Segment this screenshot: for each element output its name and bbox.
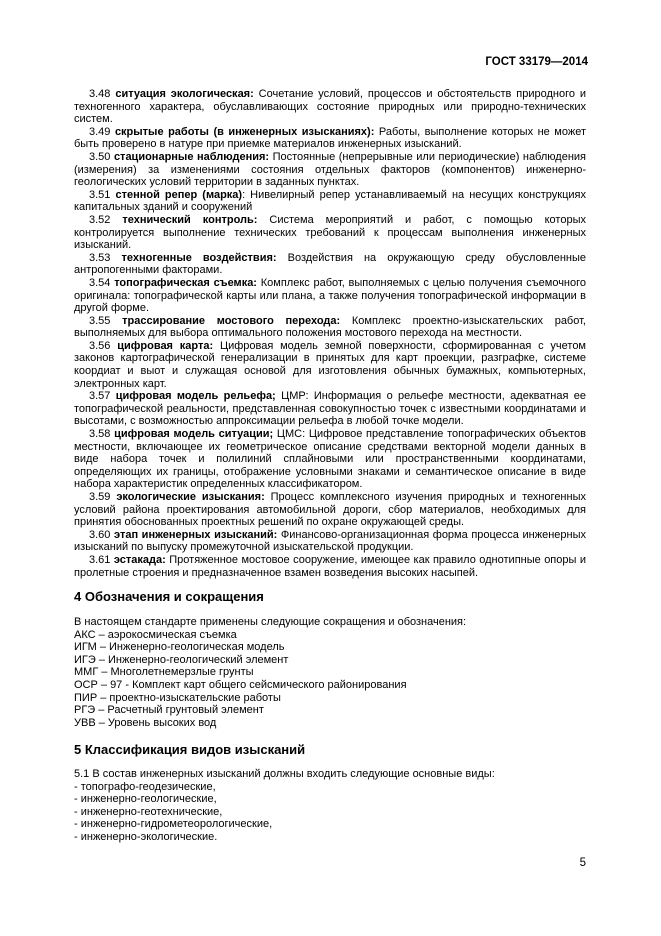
term-definition: Комплекс работ, выполняемых с целью получения съемочного оригинала: топографической карты или плана, а также получения топографической информации в другой форме. [74, 276, 587, 315]
term-name: цифровая модель ситуации; [114, 428, 274, 441]
classification-intro: 5.1 В состав инженерных изысканий должны входить следующие основные виды: [74, 768, 495, 780]
classification-block [74, 768, 586, 844]
term-name: стенной репер (марка) [115, 188, 243, 201]
term-number: 3.61 [89, 553, 111, 566]
abbreviations-block [74, 616, 586, 729]
term-definition: Комплекс проектно-изыскательских работ, выполняемых для выбора оптимального положения мостового перехода на местности. [74, 314, 586, 340]
term-paragraph [74, 252, 586, 277]
abbreviation-item: РГЭ – Расчетный грунтовый элемент [74, 704, 264, 717]
term-number: 3.59 [89, 491, 111, 503]
term-number: 3.48 [89, 88, 111, 100]
term-name: техногенные воздействия: [121, 251, 277, 264]
term-number: 3.50 [89, 150, 111, 163]
classification-list [74, 781, 586, 844]
term-number: 3.49 [89, 125, 111, 138]
term-paragraph [74, 428, 586, 491]
term-definition: Воздействия на окружающую среду обусловленные антропогенными факторами. [74, 251, 586, 277]
term-paragraph [74, 126, 586, 151]
term-paragraph [74, 390, 586, 428]
term-paragraph [74, 88, 586, 126]
term-name: цифровая карта: [117, 339, 214, 352]
term-name: эстакада: [113, 553, 166, 566]
page-number: 5 [579, 857, 586, 869]
term-paragraph [74, 340, 586, 390]
abbreviations-intro: В настоящем стандарте применены следующие сокращения и обозначения: [74, 616, 467, 628]
term-name: трассирование мостового перехода: [122, 314, 341, 327]
term-number: 3.55 [89, 314, 111, 327]
term-definition: Работы, выполнение которых не может быть проверено в натуре при приемке материалов инженерных изысканий. [74, 125, 587, 151]
survey-type-item: - инженерно-экологические. [74, 830, 218, 843]
term-name: топографическая съемка: [114, 276, 257, 289]
term-number: 3.54 [89, 276, 111, 289]
abbreviation-item: ОСР – 97 - Комплект карт общего сейсмического районирования [74, 678, 407, 691]
term-definition: Процесс комплексного изучения природных и техногенных условий района проектирования автомобильной дороги, сбор материалов, необходимых для принятия обоснованных проектных решений по охране окружающей среды. [74, 491, 586, 529]
term-definition: Система мероприятий и работ, с помощью которых контролируется выполнение технических требований к процессам выполнения инженерных изысканий. [74, 213, 586, 252]
term-name: ситуация экологическая: [115, 88, 254, 100]
term-paragraph [74, 529, 586, 554]
abbreviation-item: ММГ – Многолетнемерзлые грунты [74, 666, 254, 679]
term-number: 3.60 [89, 528, 111, 541]
term-definition: Постоянные (непрерывные или периодические) наблюдения (измерения) за изменениями состояния отдельных факторов (компонентов) инженерно-геологических условий территории в заданных пунктах. [74, 150, 587, 189]
survey-type-item: - топографо-геодезические, [74, 780, 216, 793]
term-definition: Финансово-организационная форма процесса инженерных изысканий по выпуску промежуточной изыскательской продукции. [74, 528, 586, 554]
abbreviation-item: АКС – аэрокосмическая съемка [74, 628, 237, 641]
term-definition: Сочетание условий, процессов и обстоятельств природного и техногенного характера, обуславливающих состояние природных или природно-технических систем. [74, 88, 587, 126]
survey-type-item: - инженерно-геотехнические, [74, 805, 223, 818]
abbreviations-list [74, 629, 586, 730]
term-number: 3.52 [89, 213, 111, 226]
term-definition: ЦМС: Цифровое представление топографических объектов местности, включающее их геометрическое описание средствами векторной модели данных в виде набора точек и полилиний сплайновыми или пространственными координатами, определяющих их границы, отображение условными знаками и семантическое описание в виде набора характеристик определенных классификатором. [74, 428, 586, 491]
term-paragraph [74, 491, 586, 529]
term-definition: Протяженное мостовое сооружение, имеющее как правило однотипные опоры и пролетные строения и предназначенное взамен возведения высоких насыпей. [74, 553, 586, 579]
term-paragraph [74, 315, 586, 340]
term-paragraph [74, 189, 586, 214]
standard-header: ГОСТ 33179—2014 [485, 56, 588, 68]
section-5-title: 5 Классификация видов изысканий [74, 742, 306, 757]
term-paragraph [74, 277, 586, 315]
term-definition: Цифровая модель земной поверхности, сформированная с учетом законов картографической генерализации в принятых для карт проекции, разграфке, системе коордиат и выот и служащая основой для изготовления обычных бумажных, компьютерных, электронных карт. [74, 339, 586, 390]
abbreviation-item: УВВ – Уровень высоких вод [74, 716, 217, 729]
abbreviation-item: ИГМ – Инженерно-геологическая модель [74, 641, 285, 654]
terms-list [74, 88, 586, 579]
term-name: экологические изыскания: [116, 491, 265, 503]
term-number: 3.58 [89, 428, 111, 441]
survey-type-item: - инженерно-гидрометеорологические, [74, 818, 273, 831]
term-name: цифровая модель рельефа; [115, 390, 276, 403]
abbreviation-item: ИГЭ – Инженерно-геологический элемент [74, 653, 289, 666]
term-number: 3.53 [89, 251, 111, 264]
term-name: этап инженерных изысканий: [114, 528, 278, 541]
term-name: стационарные наблюдения: [113, 150, 270, 163]
term-paragraph [74, 554, 586, 579]
term-name: скрытые работы (в инженерных изысканиях): [114, 125, 375, 138]
survey-type-item: - инженерно-геологические, [74, 793, 217, 806]
abbreviation-item: ПИР – проектно-изыскательские работы [74, 691, 281, 704]
term-number: 3.56 [89, 339, 111, 352]
term-number: 3.57 [89, 390, 111, 403]
term-definition: : Нивелирный репер устанавливаемый на несущих конструкциях капитальных зданий и сооружений [74, 188, 587, 214]
section-4-title: 4 Обозначения и сокращения [74, 589, 264, 604]
term-number: 3.51 [89, 188, 111, 201]
term-name: технический контроль: [122, 213, 258, 226]
term-paragraph [74, 151, 586, 189]
term-paragraph [74, 214, 586, 252]
term-definition: ЦМР: Информация о рельефе местности, адекватная ее топографической реальности, представленная совокупностью точек с известными координатами и высотами, с возможностью аппроксимации рельефа в любой точке модели. [74, 390, 586, 428]
